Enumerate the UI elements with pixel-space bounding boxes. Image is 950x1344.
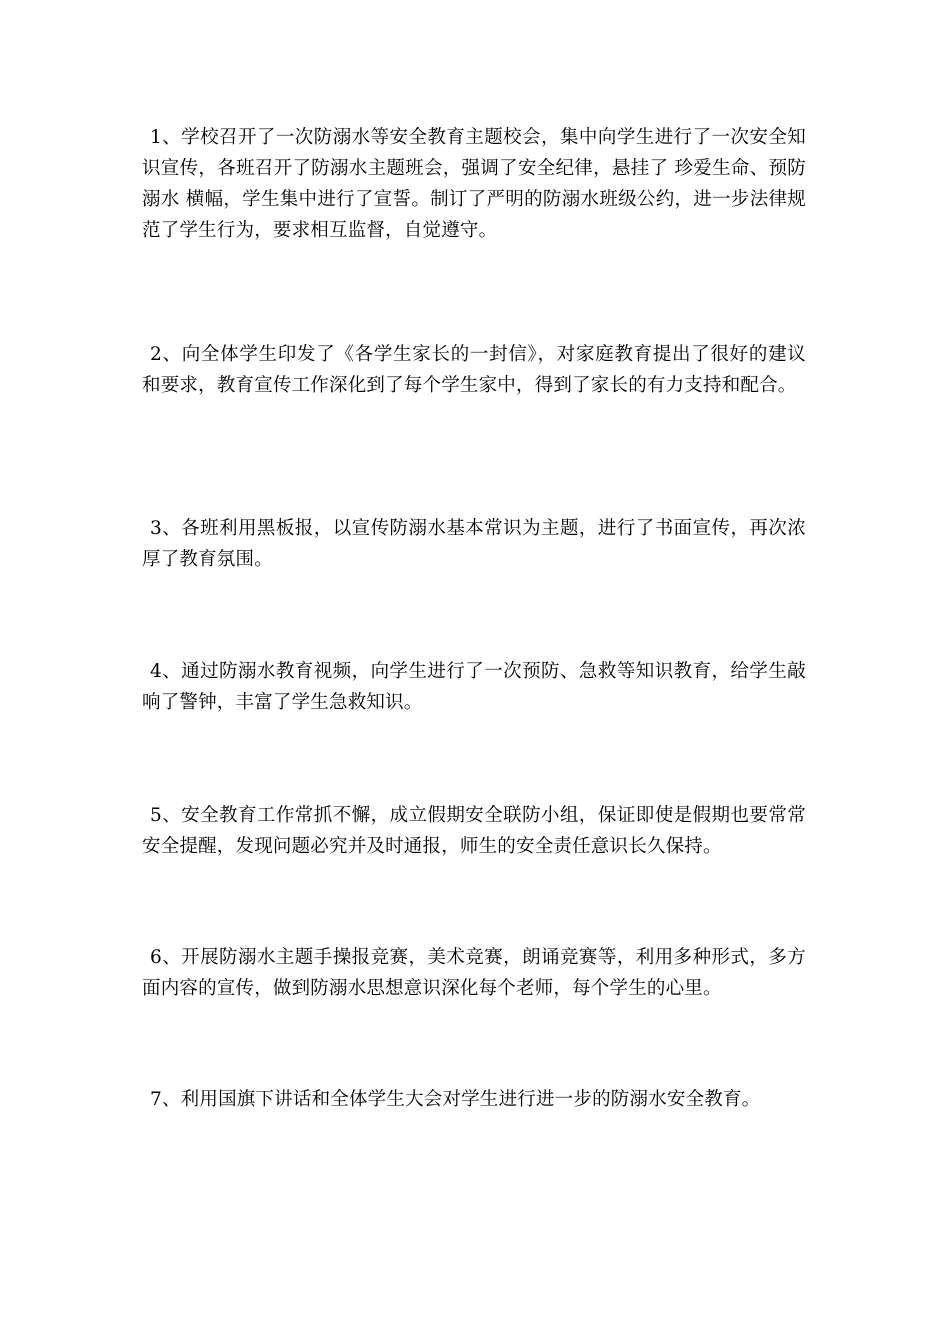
- paragraph-7: 7、利用国旗下讲话和全体学生大会对学生进行进一步的防溺水安全教育。: [150, 1089, 761, 1110]
- paragraph-3: 3、各班利用黑板报，以宣传防溺水基本常识为主题，进行了书面宣传，再次浓厚了教育氛围。: [142, 518, 806, 570]
- paragraph-1: 1、学校召开了一次防溺水等安全教育主题校会，集中向学生进行了一次安全知识宣传，各班召开了防溺水主题班会，强调了安全纪律，悬挂了 珍爱生命、预防溺水 横幅，学生集中进行了宣誓。制订了严明的防溺水班级公约，进一步法律规范了学生行为，要求相互监督，自觉遵守。: [142, 127, 806, 241]
- paragraph-4: 4、通过防溺水教育视频，向学生进行了一次预防、急救等知识教育，给学生敲响了警钟，丰富了学生急救知识。: [142, 661, 806, 713]
- paragraph-5: 5、安全教育工作常抓不懈，成立假期安全联防小组，保证即使是假期也要常常安全提醒，发现问题必究并及时通报，师生的安全责任意识长久保持。: [142, 805, 806, 857]
- paragraph-6: 6、开展防溺水主题手操报竞赛，美术竞赛，朗诵竞赛等，利用多种形式，多方面内容的宣传，做到防溺水思想意识深化每个老师，每个学生的心里。: [142, 947, 806, 999]
- paragraph-2: 2、向全体学生印发了《各学生家长的一封信》，对家庭教育提出了很好的建议和要求，教育宣传工作深化到了每个学生家中，得到了家长的有力支持和配合。: [142, 344, 806, 396]
